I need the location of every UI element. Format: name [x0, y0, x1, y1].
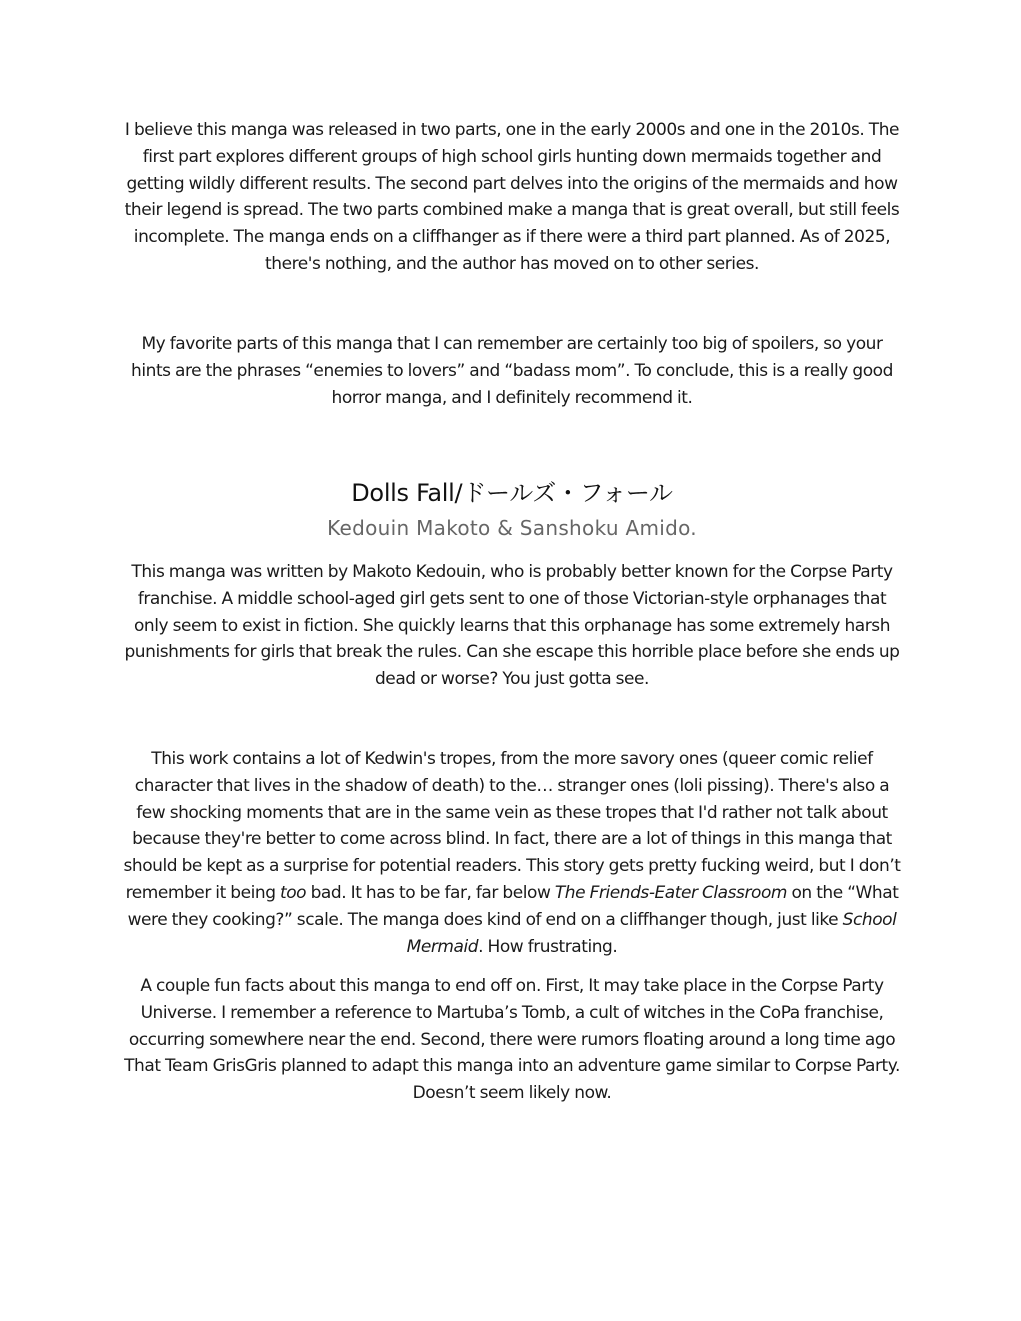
section-title: Dolls Fall/ドールズ・フォール: [351, 479, 673, 507]
tropes-text-part-2: bad. It has to be far, far below: [306, 882, 555, 903]
intro-paragraph-favorite-parts: My favorite parts of this manga that I can remember are certainly too big of spoilers, so your hints are the phrases “enemies to lovers” and “badass mom”. To conclude, this is a really good horror manga, and I definitely recommend it.: [131, 334, 893, 408]
emphasis-too: too: [280, 882, 307, 903]
section-paragraph-fun-facts: A couple fun facts about this manga to end off on. First, It may take place in the Corpse Party Universe. I remember a reference to Martuba’s Tomb, a cult of witches in the CoPa franchise, occurring somewhere near the end. Second, there were rumors floating around a long time ago That Team GrisGris planned to adapt this manga into an adventure game similar to Corpse Party. Doesn’t seem likely now.: [124, 976, 900, 1104]
emphasis-friends-eater-classroom: The Friends-Eater Classroom: [554, 882, 788, 903]
section-paragraph-tropes: [122, 746, 902, 960]
intro-paragraph-release-history: I believe this manga was released in two parts, one in the early 2000s and one in the 2010s. The first part explores different groups of high school girls hunting down mermaids together and getting wildly different results. The second part delves into the origins of the mermaids and how their legend is spread. The two parts combined make a manga that is great overall, but still feels incomplete. The manga ends on a cliffhanger as if there were a third part planned. As of 2025, there's nothing, and the author has moved on to other series.: [124, 120, 900, 274]
emphasis-school-mermaid: School Mermaid: [406, 909, 897, 957]
section-authors: Kedouin Makoto & Sanshoku Amido.: [327, 516, 697, 540]
tropes-text-part-4: . How frustrating.: [478, 936, 618, 957]
section-paragraph-synopsis: This manga was written by Makoto Kedouin, who is probably better known for the Corpse Party franchise. A middle school-aged girl gets sent to one of those Victorian-style orphanages that only seem to exist in fiction. She quickly learns that this orphanage has some extremely harsh punishments for girls that break the rules. Can she escape this horrible place before she ends up dead or worse? You just gotta see.: [124, 562, 900, 690]
tropes-text-part-1: This work contains a lot of Kedwin's tropes, from the more savory ones (queer comic relief character that lives in the shadow of death) to the… stranger ones (loli pissing). There's also a few shocking moments that are in the same vein as these tropes that I'd rather not talk about because they're better to come across blind. In fact, there are a lot of things in this manga that should be kept as a surprise for potential readers. This story gets pretty fucking weird, but I don’t remember it being: [123, 749, 901, 903]
tropes-text-part-3: on the “What were they cooking?” scale. The manga does kind of end on a cliffhanger though, just like: [127, 882, 899, 930]
